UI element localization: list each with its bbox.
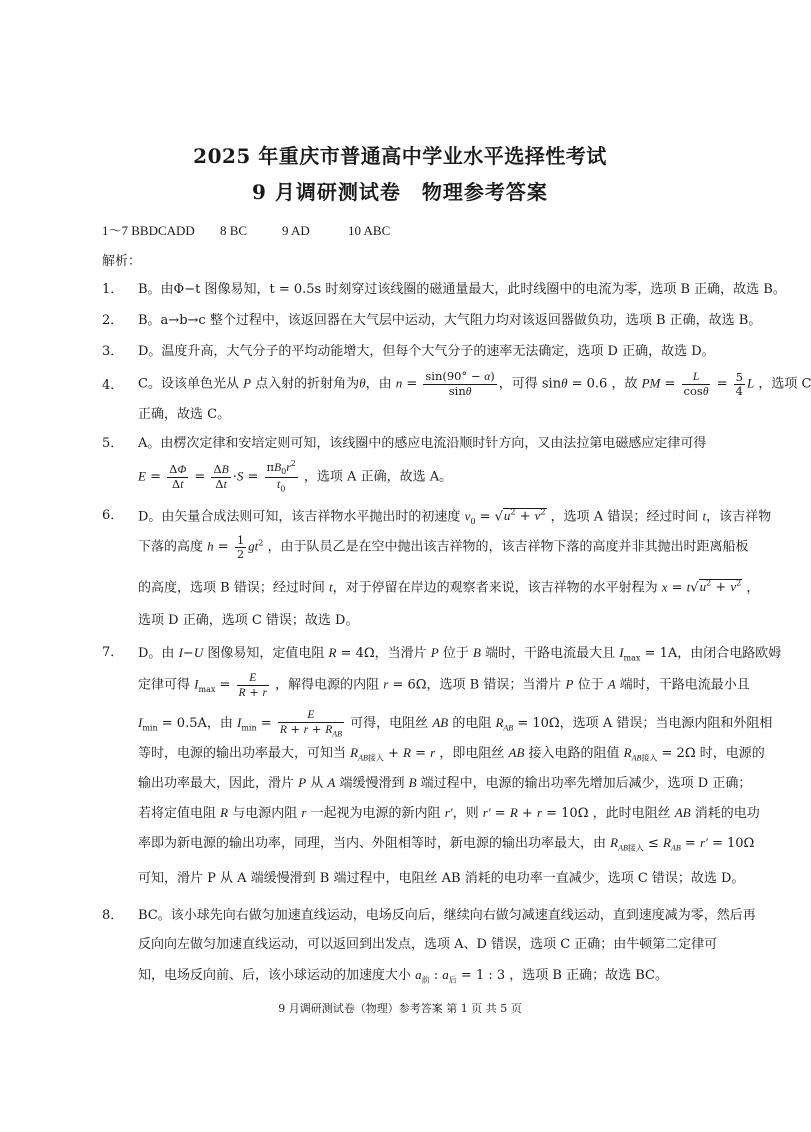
item-text-formula: 等时，电源的输出功率最大，可知当 $R_{AB接入} + R = r$ ，即电阻丝 AB 接入电路的阻值 $R_{AB接入} = 2\Omega$ 时，电源的: [138, 745, 765, 763]
item-text-formula: 下落的高度 h = $\frac{1}{2}$ $gt^2$ ，由于队员乙是在空中抛出该吉祥物的，该吉祥物下落的高度并非其抛出时距离船板: [138, 533, 749, 561]
answer-key: [102, 220, 390, 239]
item-number: 2．: [102, 313, 124, 328]
answer-8: 8 BC: [220, 223, 248, 238]
page-title: 2025 年重庆市普通高中学业水平选择性考试: [193, 144, 607, 168]
item-text: 选项 D 正确，选项 C 错误；故选 D。: [138, 613, 359, 628]
item-text: A。由楞次定律和安培定则可知，该线圈中的感应电流沿顺时针方向，又由法拉第电磁感应定律可得: [138, 436, 707, 451]
item-text-formula: 的高度，选项 B 错误；经过时间 t，对于停留在岸边的观察者来说，该吉祥物的水平射程为 $x = t√u^2 + v^2$ ，: [138, 579, 760, 596]
item-text-formula: 知，电场反向前、后，该小球运动的加速度大小 $a_前$ : $a_后 = 1$ : 3 ，选项 B 正确；故选 BC。: [138, 967, 668, 985]
page-subtitle: 9 月调研测试卷 物理参考答案: [252, 180, 548, 204]
item-text: 反向向左做匀加速直线运动，可以返回到出发点，选项 A、D 错误，选项 C 正确；由牛顿第二定律可: [138, 937, 718, 952]
answer-10: 10 ABC: [348, 223, 391, 238]
item-text-formula: D。由矢量合成法则可知，该吉祥物水平抛出时的初速度 $v_0 = √u^2 + v^2$ ，选项 A 错误；经过时间 t，该吉祥物: [138, 508, 772, 526]
item-text: B。a→b→c 整个过程中，该返回器在大气层中运动，大气阻力均对该返回器做负功，选项 B 正确，故选 B。: [138, 313, 762, 328]
item-text-formula: $I_{min} = 0.5A$，由 $I_{min}$ = $\frac{E}{R + r + R_{AB}}$ 可得，电阻丝 AB 的电阻 $R_{AB} = 10\Omega$，选项 A 错误；当电源内阻和外阻相: [138, 709, 773, 738]
item-text-formula: 输出功率最大，因此，滑片 P 从 A 端缓慢滑到 B 端过程中，电源的输出功率先增加后减少，选项 D 正确；: [138, 775, 752, 791]
item-number: 4．: [102, 378, 124, 393]
item-text-formula: C。设该单色光从 P 点入射的折射角为θ，由 n = $\frac{\sin(90^\circ - \alpha)}{\sin\theta}$ ，可得 sinθ = 0.6 ，故 PM = $\frac{L}{\cos\theta}$ = $\frac{5}{4}$ L ，选项 C: [138, 369, 811, 398]
answer-9: 9 AD: [282, 223, 310, 238]
item-number: 1．: [102, 282, 124, 297]
item-text-formula: 定律可得 $I_{max}$ = $\frac{E}{R + r}$ ，解得电源的内阻 r = 6Ω，选项 B 错误；当滑片 P 位于 A 端时，干路电流最小且: [138, 672, 750, 699]
item-text: D。温度升高，大气分子的平均动能增大，但每个大气分子的速率无法确定，选项 D 正确，故选 D。: [138, 344, 715, 359]
item-text-formula: D。由 I−U 图像易知，定值电阻 R = 4Ω，当滑片 P 位于 B 端时，干路电流最大且 $I_{max} = 1A$，由闭合电路欧姆: [138, 645, 782, 663]
item-text-formula: 若将定值电阻 R 与电源内阻 r 一起视为电源的新内阻 r′，则 r′ = R + r = 10Ω ，此时电阻丝 AB 消耗的电功: [138, 805, 760, 821]
item-number: 8．: [102, 908, 124, 923]
item-text: BC。该小球先向右做匀加速直线运动，电场反向后，继续向右做匀减速直线运动，直到速度减为零，然后再: [138, 908, 756, 923]
item-text-formula: 率即为新电源的输出功率，同理，当内、外阻相等时，新电源的输出功率最大，由 $R_{AB接入} \le R_{AB} = r' = 10\Omega$: [138, 835, 755, 853]
answer-1-7: 1～7 BBDCADD: [102, 223, 195, 238]
item-text: B。由Φ−t 图像易知，t = 0.5s 时刻穿过该线圈的磁通量最大，此时线圈中的电流为零，选项 B 正确，故选 B。: [138, 282, 786, 297]
item-text-formula: E = $\frac{\Delta\Phi}{\Delta t}$ = $\frac{\Delta B}{\Delta t}$ ·S = $\frac{\pi B_0r^2}{t_0}$ ，选项 A 正确，故选 A。: [138, 459, 453, 494]
item-number: 6．: [102, 508, 124, 523]
item-number: 3．: [102, 344, 124, 359]
item-text: 可知，滑片 P 从 A 端缓慢滑到 B 端过程中，电阻丝 AB 消耗的电功率一直减少，选项 C 错误；故选 D。: [138, 871, 745, 886]
item-text: 正确，故选 C。: [138, 407, 231, 422]
page-footer: 9 月调研测试卷（物理）参考答案 第 1 页 共 5 页: [278, 1002, 522, 1015]
analysis-label: 解析：: [102, 254, 142, 269]
item-number: 7．: [102, 645, 124, 660]
item-number: 5．: [102, 436, 124, 451]
